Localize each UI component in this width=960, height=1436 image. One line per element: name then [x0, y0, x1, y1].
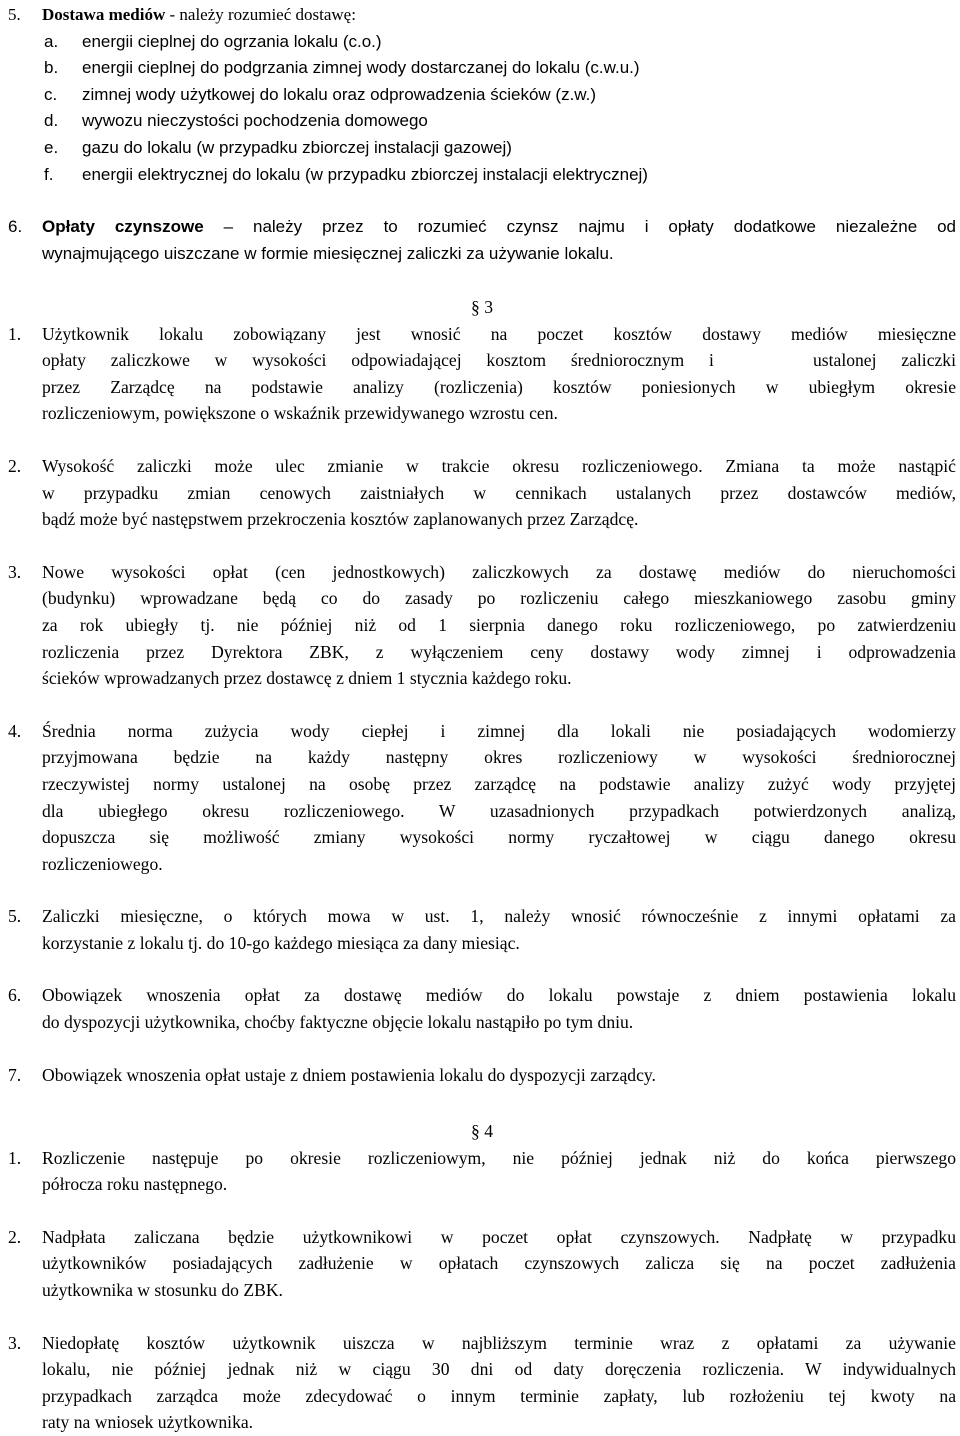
text-line: Obowiązek wnoszenia opłat za dostawę mediów do lokalu powstaje z dniem postawienia lokalu	[42, 985, 956, 1006]
text-line: opłaty zaliczkowe w wysokości odpowiadającej kosztom średniorocznym i ustalonej zaliczki	[42, 350, 956, 371]
text-line: bądź może być następstwem przekroczenia kosztów zaplanowanych przez Zarządcę.	[42, 509, 639, 530]
section-3	[8, 294, 956, 1088]
text-line: Nadpłata zaliczana będzie użytkownikowi w poczet opłat czynszowych. Nadpłatę w przypadku	[42, 1226, 956, 1247]
item-number: 3.	[8, 561, 22, 582]
text-line: rzeczywistej normy ustalonej na osobę przez zarządcę na podstawie analizy zużyć wody przyjętej	[42, 773, 956, 794]
text-line: korzystanie z lokalu tj. do 10-go każdego miesiąca za dany miesiąc.	[42, 932, 520, 953]
text-line: za rok ubiegły tj. nie później niż od 1 sierpnia danego roku rozliczeniowego, po zatwierdzeniu	[42, 614, 956, 635]
paragraph-item	[8, 453, 956, 533]
text-line: użytkownika w stosunku do ZBK.	[42, 1279, 283, 1300]
dash: –	[223, 217, 234, 236]
text-line: w przypadku zmian cenowych zaistniałych w cennikach ustalanych przez dostawców mediów,	[42, 482, 956, 503]
paragraph-item	[8, 1062, 956, 1089]
paragraph-item	[8, 559, 956, 692]
item-number: 4.	[8, 720, 22, 741]
item-number: 1.	[8, 1147, 22, 1168]
text-line: półrocza roku następnego.	[42, 1174, 228, 1195]
text-line: Średnia norma zużycia wody ciepłej i zimnej dla lokali nie posiadających wodomierzy	[42, 720, 956, 741]
text-line: użytkowników posiadających zadłużenie w opłatach czynszowych zalicza się na poczet zadłużenia	[42, 1253, 956, 1274]
paragraph-item	[8, 982, 956, 1035]
item-6: 6. Opłaty czynszowe – należy przez to rozumieć czynsz najmu i opłaty dodatkowe niezależne od wynajmującego uiszczane w formie miesięcznej zaliczki za używanie lokalu.	[8, 214, 956, 267]
text-line: Nowe wysokości opłat (cen jednostkowych) zaliczkowych za dostawę mediów do nieruchomości	[42, 561, 956, 582]
text-line: Rozliczenie następuje po okresie rozliczeniowym, nie później jednak niż do końca pierwszego	[42, 1147, 956, 1168]
subitem: f. energii elektrycznej do lokalu (w przypadku zbiorczej instalacji elektrycznej)	[44, 164, 648, 184]
paragraph-item	[8, 903, 956, 956]
item-number: 1.	[8, 323, 22, 344]
text-line: Użytkownik lokalu zobowiązany jest wnosić na poczet kosztów dostawy mediów miesięczne	[42, 323, 956, 344]
subitem: b. energii cieplnej do podgrzania zimnej wody dostarczanej do lokalu (c.w.u.)	[44, 58, 640, 78]
paragraph-item	[8, 1145, 956, 1198]
text-line: Niedopłatę kosztów użytkownik uiszcza w najbliższym terminie wraz z opłatami za używanie	[42, 1332, 956, 1353]
text-line: ścieków wprowadzanych przez dostawcę z dniem 1 stycznia każdego roku.	[42, 668, 572, 689]
section-sign: §	[471, 297, 480, 317]
section-4-items	[8, 1145, 956, 1436]
subitem: c. zimnej wody użytkowej do lokalu oraz odprowadzenia ścieków (z.w.)	[44, 84, 597, 104]
item-5	[8, 2, 956, 188]
subitem: d. wywozu nieczystości pochodzenia domowego	[44, 111, 428, 131]
text-line: raty na wniosek użytkownika.	[42, 1412, 254, 1433]
item-number: 6.	[8, 217, 23, 236]
section-4	[8, 1118, 956, 1436]
subitem: e. gazu do lokalu (w przypadku zbiorczej instalacji gazowej)	[44, 137, 512, 157]
text-line: Wysokość zaliczki może ulec zmianie w trakcie okresu rozliczeniowego. Zmiana ta może nastąpić	[42, 455, 956, 476]
text-line: (budynku) wprowadzane będą co do zasady po rozliczeniu całego mieszkaniowego zasobu gminy	[42, 588, 956, 609]
text-line: przypadkach zarządca może zdecydować o innym terminie zapłaty, lub rozłożeniu tej kwoty na	[42, 1385, 956, 1406]
section-sign: §	[471, 1121, 480, 1141]
paragraph-item	[8, 321, 956, 427]
item-number: 7.	[8, 1064, 22, 1085]
item-5-subitems	[8, 29, 956, 189]
text-line: przez Zarządcę na podstawie analizy (rozliczenia) kosztów poniesionych w ubiegłym okresie	[42, 376, 956, 397]
text-line: do dyspozycji użytkownika, choćby faktyczne objęcie lokalu nastąpiło po tym dniu.	[42, 1012, 634, 1033]
paragraph-item	[8, 718, 956, 878]
text-line: lokalu, nie później jednak niż w ciągu 30 dni od daty doręczenia rozliczenia. W indywidualnych	[42, 1359, 956, 1380]
text-line: rozliczenia przez Dyrektora ZBK, z wyłączeniem ceny dostawy wody zimnej i odprowadzenia	[42, 641, 956, 662]
subitem: a. energii cieplnej do ogrzania lokalu (c.o.)	[44, 31, 382, 51]
text-line: rozliczeniowym, powiększone o wskaźnik przewidywanego wzrostu cen.	[42, 403, 558, 424]
text-line: dopuszcza się możliwość zmiany wysokości normy ryczałtowej w ciągu danego okresu	[42, 827, 956, 848]
item-number: 2.	[8, 1226, 22, 1247]
text-line: dla ubiegłego okresu rozliczeniowego. W uzasadnionych przypadkach potwierdzonych analizą,	[42, 800, 956, 821]
text-line: Obowiązek wnoszenia opłat ustaje z dniem postawienia lokalu do dyspozycji zarządcy.	[42, 1064, 656, 1085]
text-line: rozliczeniowego.	[42, 853, 163, 874]
item-title: Opłaty czynszowe	[42, 217, 204, 236]
item-number: 6.	[8, 985, 22, 1006]
paragraph-item	[8, 1330, 956, 1436]
item-number: 5.	[8, 5, 21, 24]
item-number: 5.	[8, 906, 22, 927]
item-number: 3.	[8, 1332, 22, 1353]
item-number: 2.	[8, 455, 22, 476]
item-title: Dostawa mediów	[42, 5, 166, 24]
text-line: przyjmowana będzie na każdy następny okres rozliczeniowy w wysokości średniorocznej	[42, 747, 956, 768]
section-heading: § 3	[471, 297, 493, 317]
section-3-items	[8, 321, 956, 1089]
section-heading: § 4	[471, 1121, 493, 1141]
paragraph-item	[8, 1224, 956, 1304]
text-line: Zaliczki miesięczne, o których mowa w ust. 1, należy wnosić równocześnie z innymi opłatami za	[42, 906, 956, 927]
item-title-suffix: - należy rozumieć dostawę:	[165, 5, 356, 24]
